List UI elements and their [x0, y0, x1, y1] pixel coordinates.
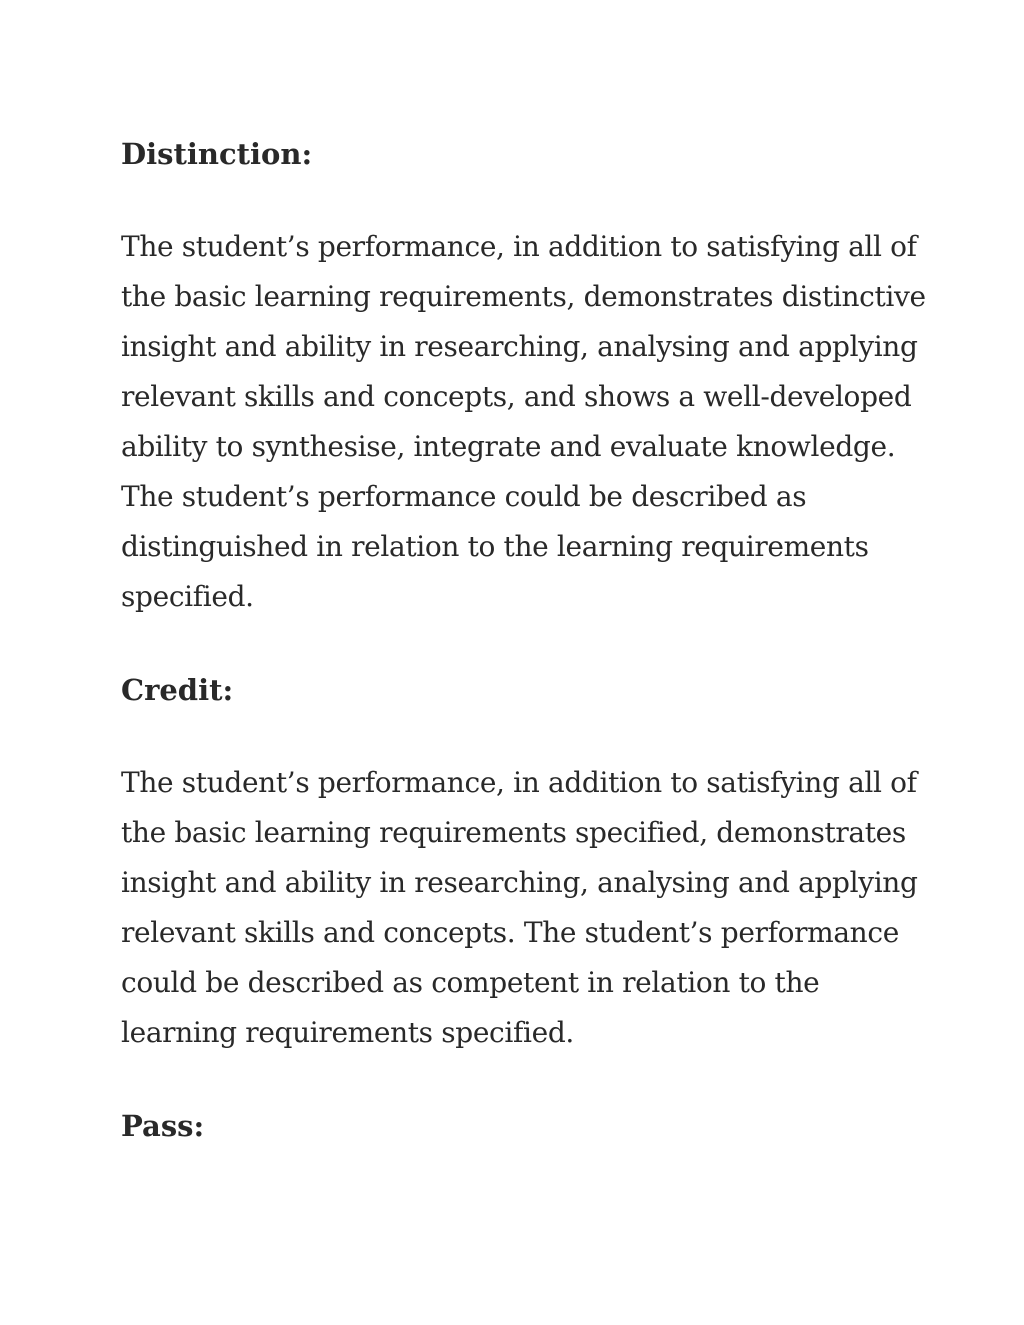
- paragraph-line: The student’s performance, in addition to satisfying all of: [121, 766, 917, 799]
- paragraph-line: the basic learning requirements, demonstrates distinctive: [121, 280, 926, 313]
- paragraph-line: distinguished in relation to the learning requirements: [121, 530, 869, 563]
- paragraph-line: relevant skills and concepts. The student’s performance: [121, 916, 899, 949]
- paragraph-line: the basic learning requirements specified, demonstrates: [121, 816, 906, 849]
- paragraph-line: could be described as competent in relation to the: [121, 966, 820, 999]
- section-heading-distinction: Distinction:: [121, 137, 313, 171]
- section-paragraph-distinction: [121, 222, 926, 622]
- paragraph-line: learning requirements specified.: [121, 1016, 574, 1049]
- paragraph-line: specified.: [121, 580, 254, 613]
- paragraph-line: ability to synthesise, integrate and evaluate knowledge.: [121, 430, 896, 463]
- paragraph-line: relevant skills and concepts, and shows a well-developed: [121, 380, 912, 413]
- paragraph-line: The student’s performance, in addition to satisfying all of: [121, 230, 917, 263]
- section-paragraph-credit: [121, 758, 918, 1058]
- paragraph-line: insight and ability in researching, analysing and applying: [121, 330, 918, 363]
- section-heading-credit: Credit:: [121, 673, 234, 707]
- section-heading-pass: Pass:: [121, 1109, 205, 1143]
- paragraph-line: The student’s performance could be described as: [121, 480, 807, 513]
- paragraph-line: insight and ability in researching, analysing and applying: [121, 866, 918, 899]
